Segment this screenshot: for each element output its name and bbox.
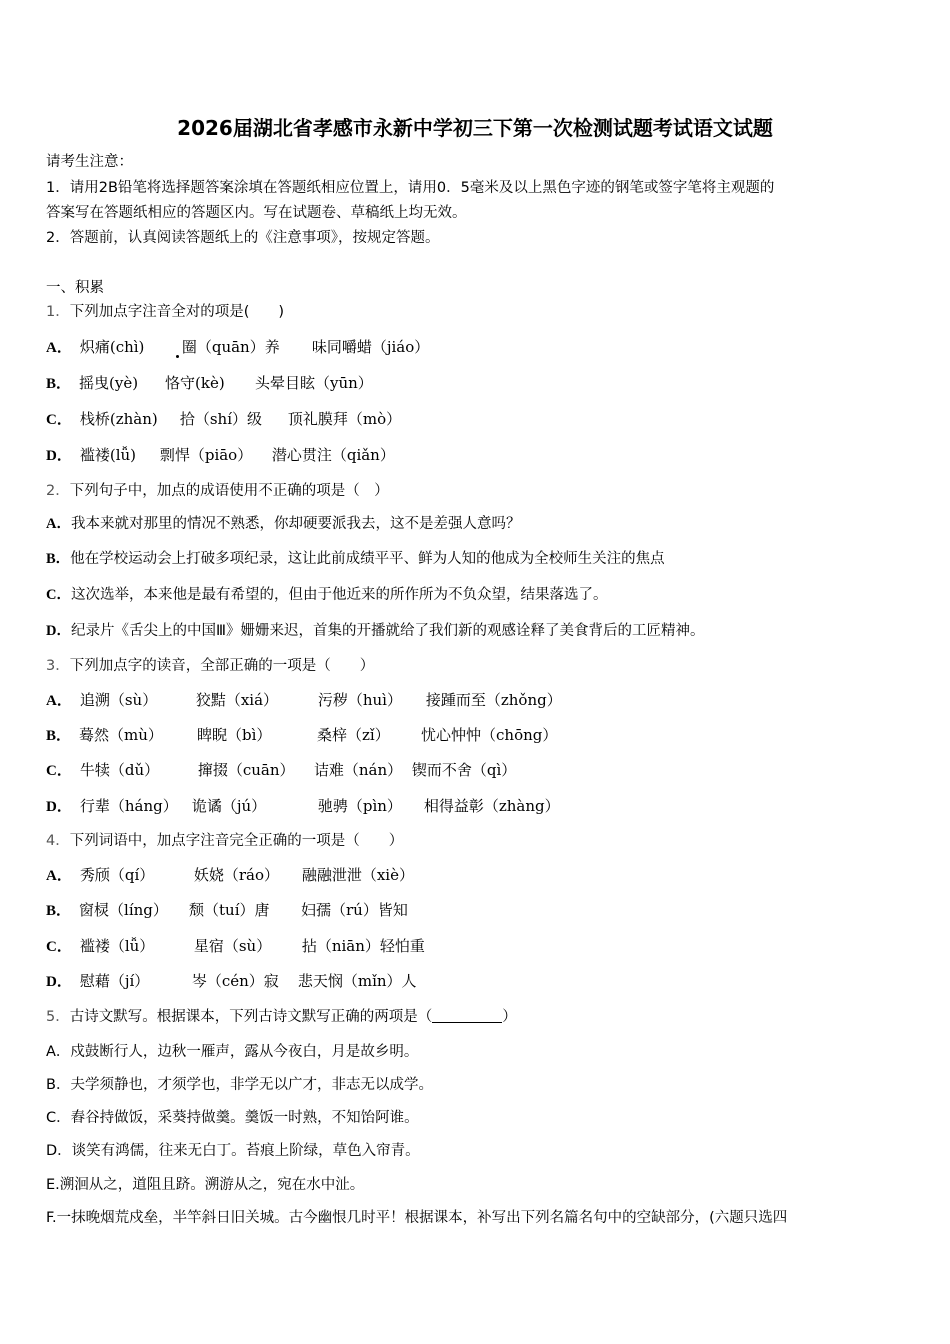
option-item: 桑梓（zǐ） (317, 726, 390, 744)
option-letter: B． (46, 728, 72, 744)
option-letter: D． (46, 799, 72, 815)
option-text: 戍鼓断行人，边秋一雁声，露从今夜白，月是故乡明。 (70, 1044, 419, 1060)
option-item: 褴褛（lǚ） (79, 937, 155, 955)
option-item: 污秽（huì） (317, 691, 402, 709)
option-item: 锲而不舍（qì） (411, 761, 517, 779)
option-letter: E. (46, 1177, 60, 1193)
q3-option-b (46, 725, 557, 746)
option-item: 颓（tuí）唐 (189, 901, 270, 919)
question-4 (46, 831, 403, 851)
question-stem: 下列加点字注音全对的项是( ) (69, 304, 285, 320)
option-letter: A． (46, 693, 72, 709)
option-item: 味同嚼蜡（jiáo） (311, 338, 430, 356)
question-1 (46, 302, 284, 322)
question-number: 3． (46, 658, 70, 674)
question-5 (46, 1007, 517, 1027)
option-item: 顶礼膜拜（mò） (287, 410, 402, 428)
notice-heading: 请考生注意： (46, 154, 133, 170)
option-item: 秀颀（qí） (79, 866, 155, 884)
q3-option-c (46, 760, 516, 781)
q5-option-d (46, 1141, 420, 1161)
option-item: 妇孺（rú）皆知 (301, 901, 408, 919)
section-heading: 一、积累 (46, 280, 104, 296)
option-text: 我本来就对那里的情况不熟悉，你却硬要派我去，这不是差强人意吗？ (70, 516, 521, 532)
notice-line-1: 1．请用2B铅笔将选择题答案涂填在答题纸相应位置上，请用0．5毫米及以上黑色字迹的钢笔或签字笔将主观题的 (46, 180, 775, 196)
option-letter: D． (46, 974, 72, 990)
option-letter: D． (46, 623, 71, 639)
option-text: 溯洄从之，道阻且跻。溯游从之，宛在水中沚。 (59, 1177, 365, 1193)
q4-option-c (46, 936, 425, 957)
option-text: 夫学须静也，才须学也，非学无以广才，非志无以成学。 (70, 1077, 433, 1093)
option-item: 窗棂（líng） (79, 901, 168, 919)
question-stem: 下列句子中，加点的成语使用不正确的项是（ ） (69, 483, 389, 499)
q1-option-d (46, 445, 395, 466)
option-item: 栈桥(zhàn) (79, 410, 158, 428)
option-item: 恪守(kè) (165, 374, 225, 392)
option-item: 忧心忡忡（chōng） (421, 726, 558, 744)
q5-option-a (46, 1042, 418, 1062)
option-letter: C． (46, 412, 72, 428)
q5-option-e (46, 1175, 364, 1195)
question-stem: 古诗文默写。根据课本，下列古诗文默写正确的两项是（ (69, 1009, 433, 1025)
option-text: 谈笑有鸿儒，往来无白丁。苔痕上阶绿，草色入帘青。 (71, 1143, 420, 1159)
q2-option-c (46, 585, 607, 605)
option-letter: B． (46, 1077, 71, 1093)
option-letter: A． (46, 340, 72, 356)
q5-option-c (46, 1108, 419, 1128)
option-letter: C． (46, 939, 72, 955)
q4-option-b (46, 900, 408, 921)
q3-option-a (46, 690, 562, 711)
option-item: 诡谲（jú） (191, 797, 267, 815)
question-number: 2． (46, 483, 70, 499)
option-item: 融融泄泄（xiè） (301, 866, 414, 884)
emphasis-dot (176, 355, 179, 358)
question-stem: 下列词语中，加点字注音完全正确的一项是（ ） (69, 833, 404, 849)
q5-option-f (46, 1208, 787, 1228)
notice-line-2: 答案写在答题纸相应的答题区内。写在试题卷、草稿纸上均无效。 (46, 205, 467, 221)
question-2 (46, 481, 389, 501)
option-item: 狡黠（xiá） (195, 691, 279, 709)
option-letter: C． (46, 763, 72, 779)
question-3 (46, 656, 374, 676)
option-item: 摇曳(yè) (79, 374, 139, 392)
option-item: 牛犊（dǔ） (79, 761, 160, 779)
option-item: 潜心贯注（qiǎn） (271, 446, 395, 464)
option-item: 驰骋（pìn） (317, 797, 402, 815)
option-text: 一抹晚烟荒戍垒，半竿斜日旧关城。古今幽恨几时平！根据课本，补写出下列名篇名句中的空缺部分，(六题只选四 (56, 1210, 788, 1226)
option-letter: C． (46, 587, 71, 603)
option-letter: D． (46, 448, 72, 464)
q1-option-c (46, 409, 401, 430)
option-item: 剽悍（piāo） (159, 446, 253, 464)
question-stem-end: ） (502, 1009, 517, 1025)
option-item: 拾（shí）级 (179, 410, 262, 428)
question-stem: 下列加点字的读音，全部正确的一项是（ ） (69, 658, 375, 674)
q1-option-a (46, 337, 429, 358)
question-number: 4． (46, 833, 70, 849)
option-item: 圈（quān）养 (181, 338, 280, 356)
option-text: 他在学校运动会上打破多项纪录，这让此前成绩平平、鲜为人知的他成为全校师生关注的焦点 (70, 551, 665, 567)
q2-option-d (46, 621, 704, 641)
option-letter: B． (46, 376, 72, 392)
option-text: 这次选举，本来他是最有希望的，但由于他近来的所作所为不负众望，结果落选了。 (70, 587, 608, 603)
option-item: 蓦然（mù） (79, 726, 163, 744)
option-item: 妖娆（ráo） (193, 866, 279, 884)
option-item: 诘难（nán） (313, 761, 403, 779)
q4-option-d (46, 971, 417, 992)
option-item: 睥睨（bì） (197, 726, 272, 744)
option-text: 舂谷持做饭，采葵持做羹。羹饭一时熟，不知饴阿谁。 (70, 1110, 419, 1126)
option-item: 岑（cén）寂 (191, 972, 279, 990)
option-item: 追溯（sù） (79, 691, 158, 709)
page-title: 2026届湖北省孝感市永新中学初三下第一次检测试题考试语文试题 (177, 116, 773, 140)
q1-option-b (46, 373, 373, 394)
option-letter: C． (46, 1110, 71, 1126)
option-item: 炽痛(chì) (79, 338, 145, 356)
option-letter: A． (46, 516, 71, 532)
option-text: 纪录片《舌尖上的中国Ⅲ》姗姗来迟，首集的开播就给了我们新的观感诠释了美食背后的工匠精神。 (70, 623, 705, 639)
q2-option-a (46, 514, 520, 534)
option-letter: B． (46, 551, 71, 567)
option-item: 撺掇（cuān） (197, 761, 295, 779)
q3-option-d (46, 796, 560, 817)
option-letter: A． (46, 868, 72, 884)
option-item: 慰藉（jí） (79, 972, 150, 990)
option-item: 相得益彰（zhàng） (423, 797, 560, 815)
option-item: 接踵而至（zhǒng） (425, 691, 562, 709)
q4-option-a (46, 865, 414, 886)
option-item: 头晕目眩（yūn） (255, 374, 373, 392)
option-letter: F. (46, 1210, 57, 1226)
q2-option-b (46, 549, 665, 569)
option-item: 褴褛(lǚ) (79, 446, 137, 464)
answer-blank (432, 1008, 502, 1023)
question-number: 5． (46, 1009, 70, 1025)
option-item: 悲天悯（mǐn）人 (297, 972, 417, 990)
notice-line-3: 2．答题前，认真阅读答题纸上的《注意事项》，按规定答题。 (46, 230, 440, 246)
question-number: 1． (46, 304, 70, 320)
option-item: 星宿（sù） (193, 937, 272, 955)
option-letter: A． (46, 1044, 71, 1060)
option-item: 拈（niān）轻怕重 (301, 937, 425, 955)
q5-option-b (46, 1075, 433, 1095)
option-letter: B． (46, 903, 72, 919)
option-item: 行辈（háng） (79, 797, 178, 815)
option-letter: D． (46, 1143, 72, 1159)
